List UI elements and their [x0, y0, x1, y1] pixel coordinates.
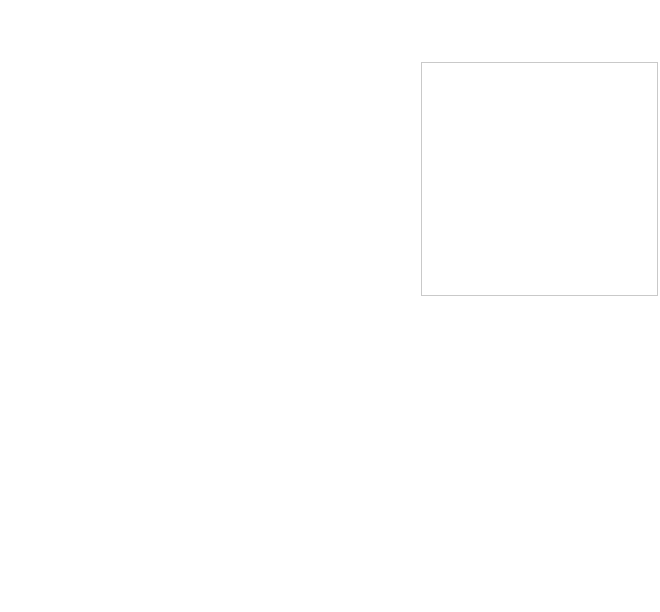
title-banner: [52, 5, 608, 45]
map-legend: [421, 62, 658, 296]
